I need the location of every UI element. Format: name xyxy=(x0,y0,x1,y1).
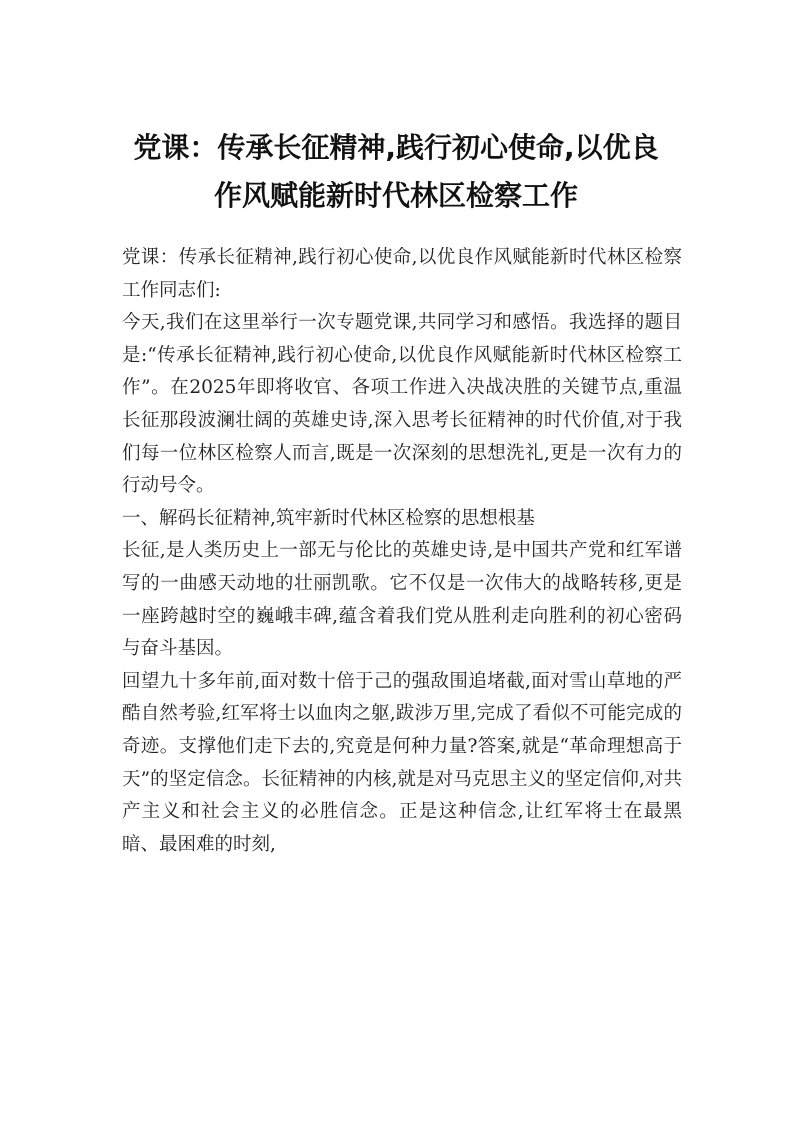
faith-paragraph: 回望九十多年前,面对数十倍于己的强敌围追堵截,面对雪山草地的严酷自然考验,红军将士以血肉之躯,跋涉万里,完成了看似不可能完成的奇迹。支撑他们走下去的,究竟是何种力量?答案,就是“革命理想高于天”的坚定信念。长征精神的内核,就是对马克思主义的坚定信仰,对共产主义和社会主义的必胜信念。正是这种信念,让红军将士在最黑暗、最困难的时刻, xyxy=(122,670,682,855)
opening-paragraph: 今天,我们在这里举行一次专题党课,共同学习和感悟。我选择的题目是:“传承长征精神,践行初心使命,以优良作风赋能新时代林区检察工作”。在2025年即将收官、各项工作进入决战决胜的关键节点,重温长征那段波澜壮阔的英雄史诗,深入思考长征精神的时代价值,对于我们每一位林区检察人而言,既是一次深刻的思想洗礼,更是一次有力的行动号令。 xyxy=(122,312,682,497)
document-title xyxy=(96,124,696,220)
document-body xyxy=(122,242,682,861)
intro-paragraph: 党课：传承长征精神,践行初心使命,以优良作风赋能新时代林区检察工作同志们: xyxy=(122,247,682,301)
section-heading: 一、解码长征精神,筑牢新时代林区检察的思想根基 xyxy=(122,507,535,529)
title-line-1: 党课：传承长征精神,践行初心使命,以优良 xyxy=(133,131,659,164)
long-march-paragraph: 长征,是人类历史上一部无与伦比的英雄史诗,是中国共产党和红军谱写的一曲感天动地的壮丽凯歌。它不仅是一次伟大的战略转移,更是一座跨越时空的巍峨丰碑,蕴含着我们党从胜利走向胜利的初心密码与奋斗基因。 xyxy=(122,540,682,660)
title-line-2: 作风赋能新时代林区检察工作 xyxy=(213,179,578,212)
